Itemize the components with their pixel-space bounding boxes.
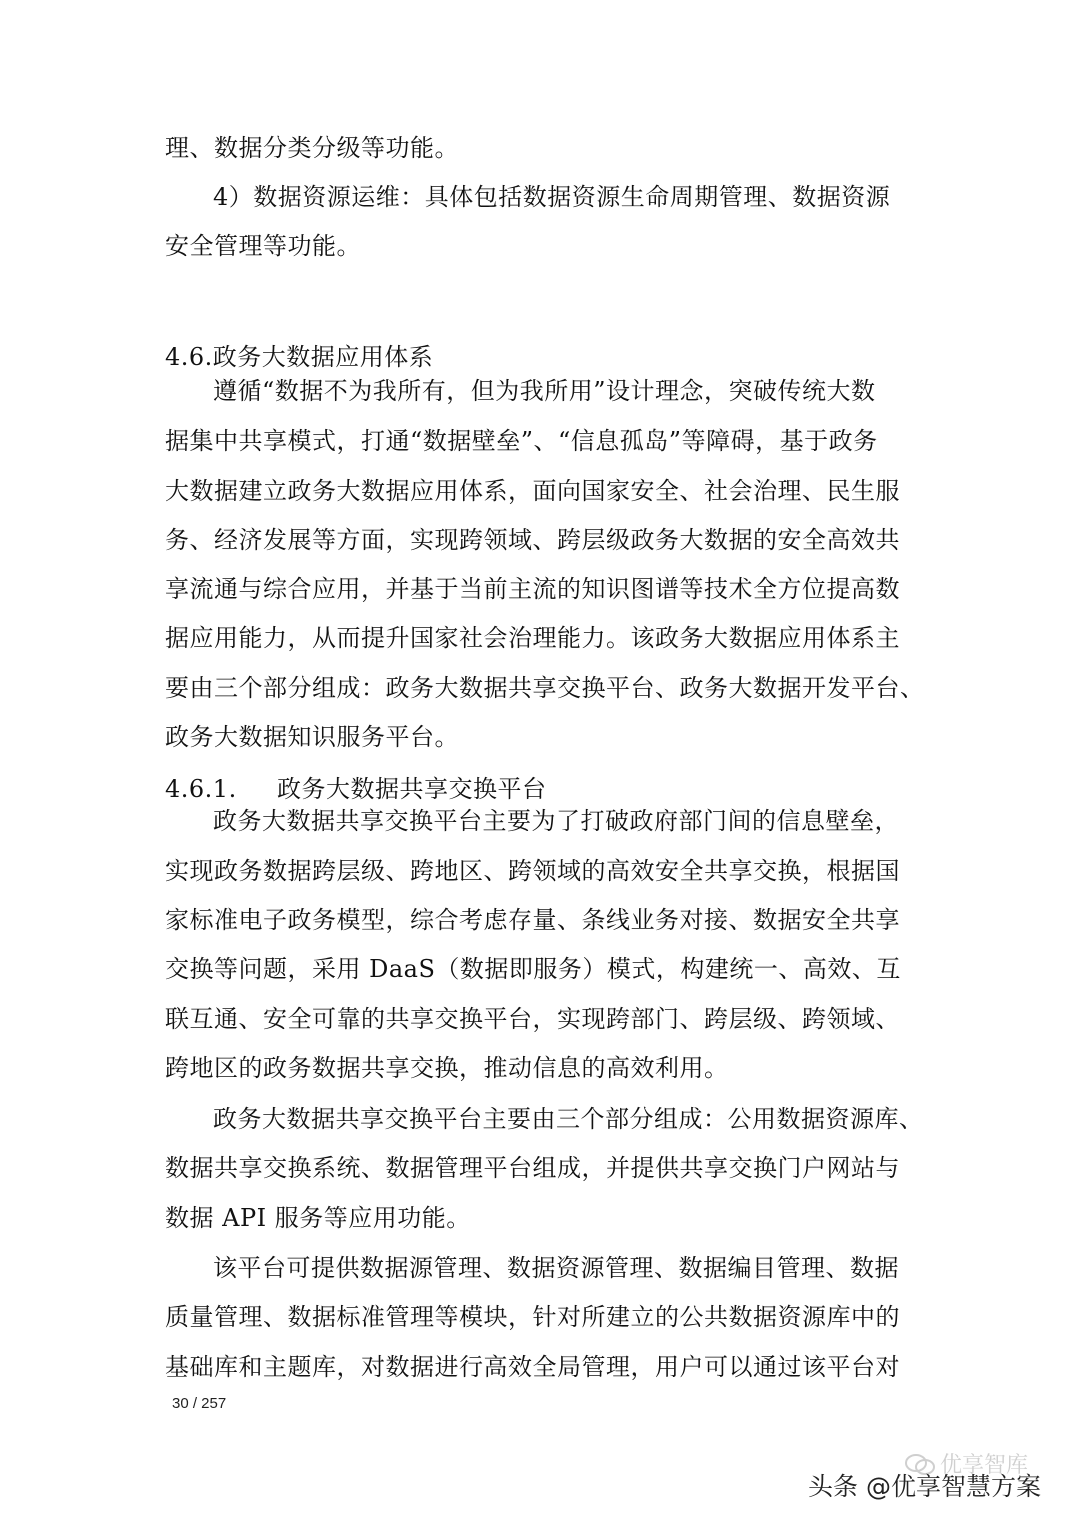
text-line: 4）数据资源运维：具体包括数据资源生命周期管理、数据资源: [213, 183, 891, 211]
watermark: [808, 1468, 1041, 1502]
text-line: 理、数据分类分级等功能。: [165, 134, 459, 162]
text-line: 跨地区的政务数据共享交换，推动信息的高效利用。: [165, 1054, 729, 1082]
section-heading: 4.6.政务大数据应用体系: [165, 343, 434, 371]
text-line: 据应用能力，从而提升国家社会治理能力。该政务大数据应用体系主: [165, 624, 900, 652]
text-line: 政务大数据共享交换平台主要由三个部分组成：公用数据资源库、: [213, 1105, 924, 1133]
text-line: 务、经济发展等方面，实现跨领域、跨层级政务大数据的安全高效共: [165, 526, 900, 554]
text-line: 家标准电子政务模型，综合考虑存量、条线业务对接、数据安全共享: [165, 906, 900, 934]
text-line: 政务大数据共享交换平台主要为了打破政府部门间的信息壁垒，: [213, 807, 899, 835]
text-line: 政务大数据知识服务平台。: [165, 723, 459, 751]
text-line: 大数据建立政务大数据应用体系，面向国家安全、社会治理、民生服: [165, 477, 900, 505]
text-line: 质量管理、数据标准管理等模块，针对所建立的公共数据资源库中的: [165, 1303, 900, 1331]
text-line: 实现政务数据跨层级、跨地区、跨领域的高效安全共享交换，根据国: [165, 857, 900, 885]
watermark-faded-text: 优享智库: [940, 1453, 1029, 1478]
text-line: 遵循“数据不为我所有，但为我所用”设计理念，突破传统大数: [213, 377, 876, 405]
text-line: 该平台可提供数据源管理、数据资源管理、数据编目管理、数据: [213, 1254, 899, 1282]
text-line: 数据共享交换系统、数据管理平台组成，并提供共享交换门户网站与: [165, 1154, 900, 1182]
subsection-number: 4.6.1.: [165, 775, 237, 803]
text-line: 交换等问题，采用 DaaS（数据即服务）模式，构建统一、高效、互: [165, 955, 901, 983]
text-line: 安全管理等功能。: [165, 232, 361, 260]
page-number: 30 / 257: [172, 1395, 227, 1412]
text-line: 据集中共享模式，打通“数据壁垒”、“信息孤岛”等障碍，基于政务: [165, 427, 878, 455]
watermark-text: 头条 @优享智慧方案: [808, 1472, 1041, 1501]
text-line: 数据 API 服务等应用功能。: [165, 1204, 471, 1232]
text-line: 要由三个部分组成：政务大数据共享交换平台、政务大数据开发平台、: [165, 674, 925, 702]
text-line: 基础库和主题库，对数据进行高效全局管理，用户可以通过该平台对: [165, 1353, 900, 1381]
text-line: 享流通与综合应用，并基于当前主流的知识图谱等技术全方位提高数: [165, 575, 900, 603]
text-line: 联互通、安全可靠的共享交换平台，实现跨部门、跨层级、跨领域、: [165, 1005, 900, 1033]
subsection-title: 政务大数据共享交换平台: [277, 775, 547, 803]
